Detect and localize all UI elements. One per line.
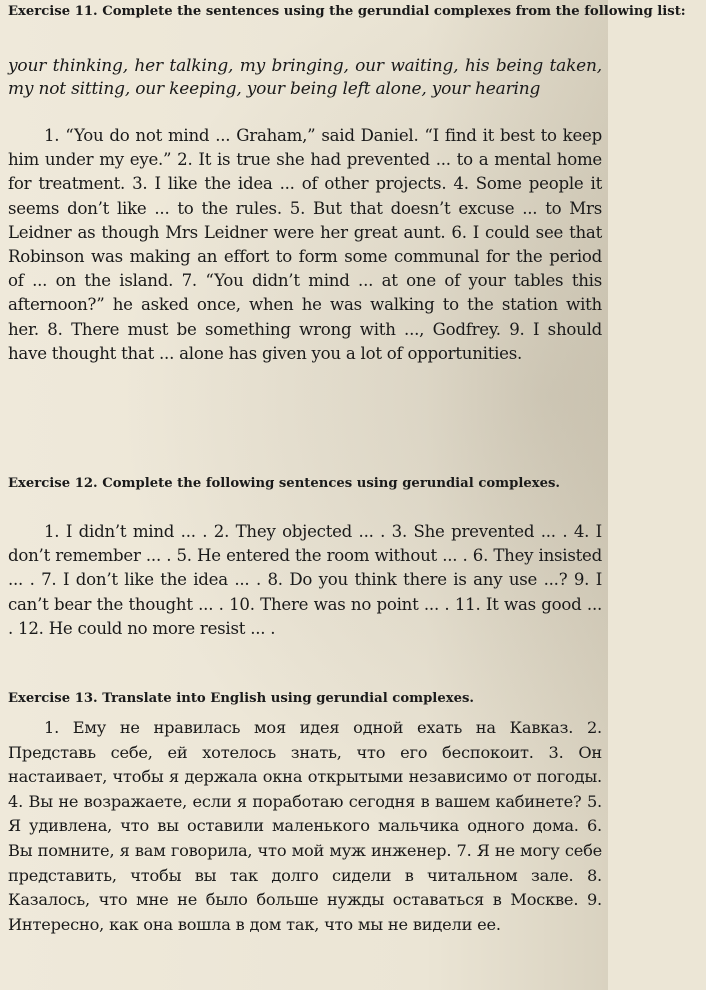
exercise-11-word-list: your thinking, her talking, my bringing, our waiting, his being taken, my not sitting, our keeping, your being left alone, your hearing: [8, 56, 602, 99]
exercise-12-title: Exercise 12. Complete the following sentences using gerundial complexes.: [8, 476, 560, 491]
exercise-12-text: 1. I didn’t mind ... . 2. They objected ... . 3. She prevented ... . 4. I don’t remember ... . 5. He entered the room without ... . 6. They insisted ... . 7. I don’t like the idea ... . 8. Do you think there is any use ...? 9. I can’t bear the thought ... . 10. There was no point ... . 11. It was good ... . 12. He could no more resist ... .: [8, 522, 602, 638]
exercise-11-text: 1. “You do not mind ... Graham,” said Daniel. “I find it best to keep him under my eye.” 2. It is true she had prevented ... to a mental home for treatment. 3. I like the idea ... of other projects. 4. Some people it seems don’t like ... to the rules. 5. But that doesn’t excuse ... to Mrs Leidner as though Mrs Leidner were her great aunt. 6. I could see that Robinson was making an effort to form some communal for the period of ... on the island. 7. “You didn’t mind ... at one of your tables this afternoon?” he asked once, when he was walking to the station with her. 8. There must be something wrong with ..., Godfrey. 9. I should have thought that ... alone has given you a lot of opportunities.: [8, 126, 602, 363]
exercise-11-title: Exercise 11. Complete the sentences using the gerundial complexes from the following list:: [8, 4, 686, 19]
exercise-13-text: 1. Ему не нравилась моя идея одной ехать на Кавказ. 2. Представь себе, ей хотелось знать, что его беспокоит. 3. Он настаивает, чтобы я держала окна открытыми независимо от погоды. 4. Вы не возражаете, если я поработаю сегодня в вашем кабинете? 5. Я удивлена, что вы оставили маленького мальчика одного дома. 6. Вы помните, я вам говорила, что мой муж инженер. 7. Я не могу себе представить, чтобы вы так долго сидели в читальном зале. 8. Казалось, что мне не было больше нужды оставаться в Москве. 9. Интересно, как она вошла в дом так, что мы не видели ее.: [8, 718, 602, 934]
exercise-13-title: Exercise 13. Translate into English using gerundial complexes.: [8, 691, 474, 706]
